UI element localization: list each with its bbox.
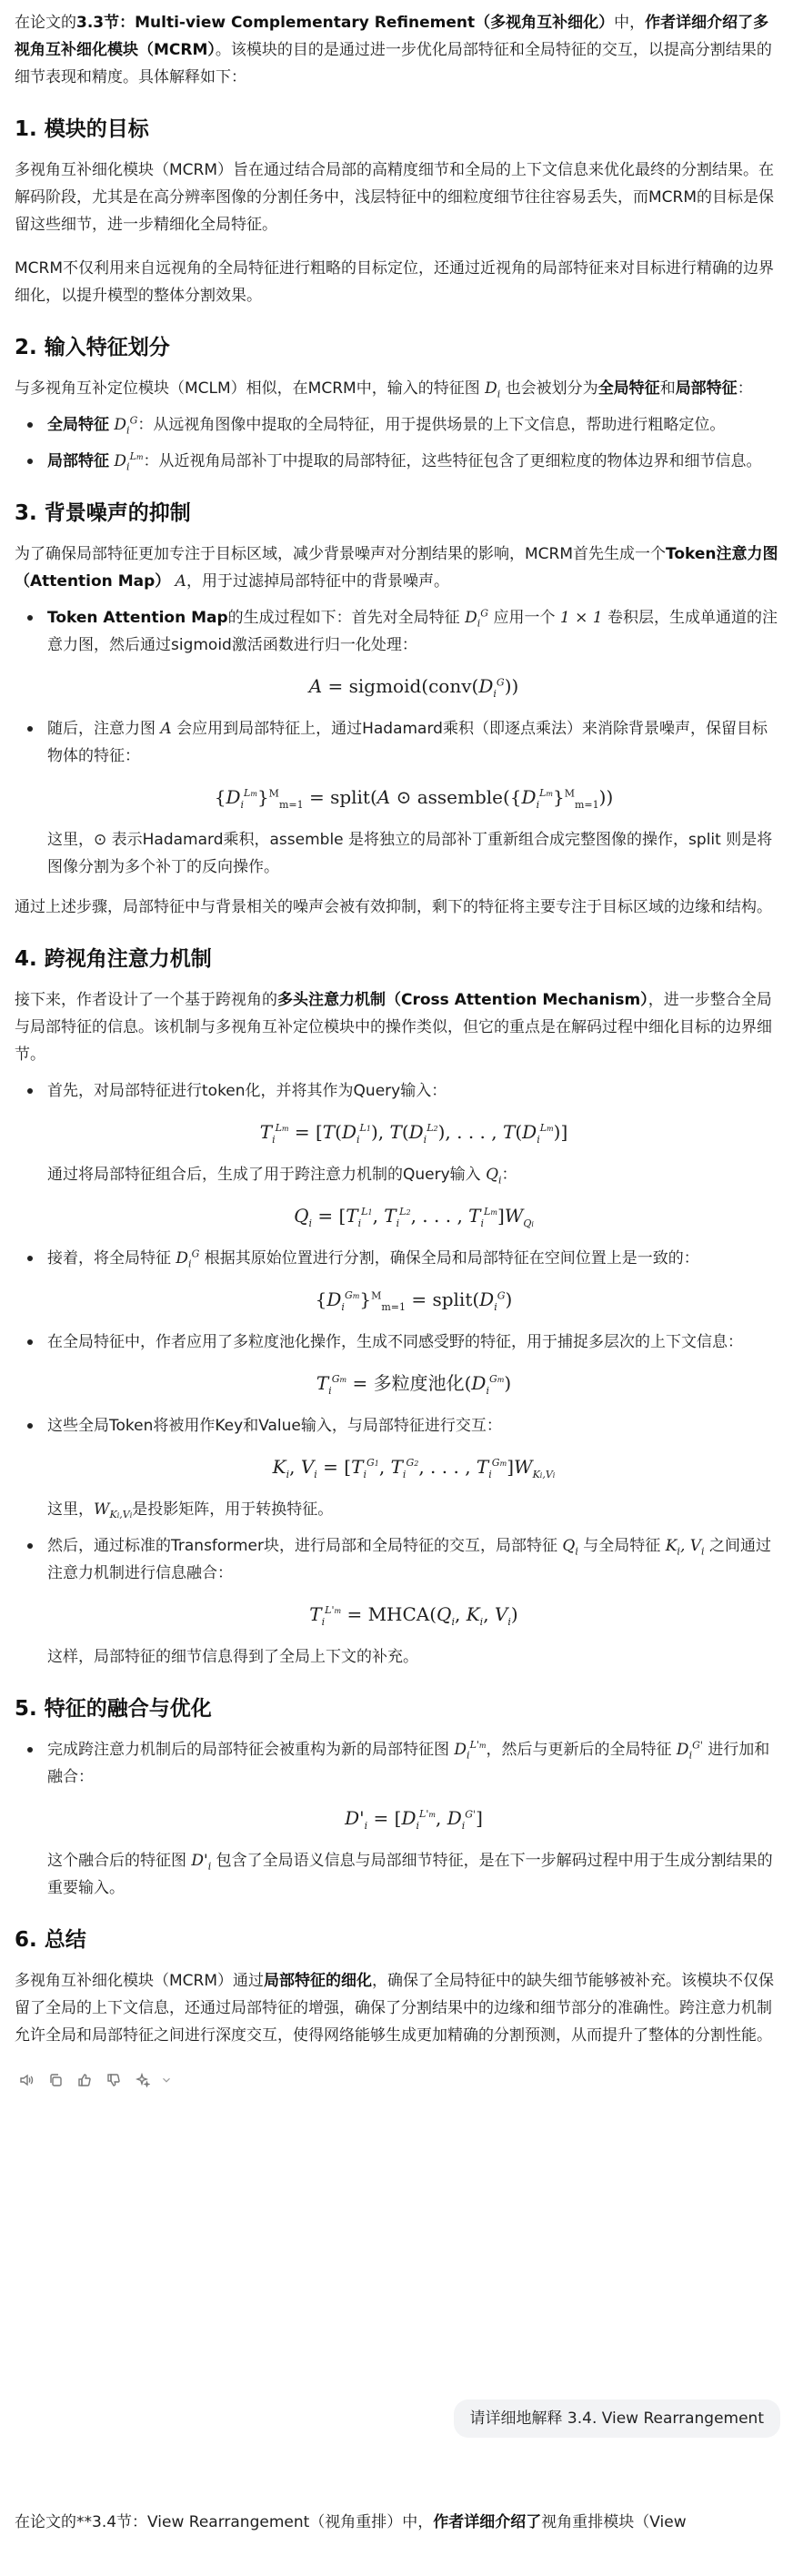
s5-list <box>15 1736 780 1902</box>
s3-note: 这里，⊙ 表示Hadamard乘积，assemble 是将独立的局部补丁重新组合成完整图像的操作，split 则是将图像分割为多个补丁的反向操作。 <box>47 831 773 876</box>
list-item: 全局特征 $D_i^G$：从远视角图像中提取的全局特征，用于提供场景的上下文信息，帮助进行粗略定位。 <box>15 411 780 439</box>
s4-paragraph: 接下来，作者设计了一个基于跨视角的多头注意力机制（Cross Attention Mechanism），进一步整合全局与局部特征的信息。该机制与多视角互补定位模块中的操作类似，但它的重点是在解码过程中细化目标的边界细节。 <box>15 991 772 1064</box>
list-item: 这些全局Token将被用作Key和Value输入，与局部特征进行交互： $K_i$, $V_i = [T_i^{G1}$, $T_i^{G2}$, . . . , $T_i^{Gm}]W_{Ki,Vi}$ 这里，$W_{Ki,Vi}$是投影矩阵，用于转换特征。 <box>15 1412 780 1523</box>
thumbs-down-icon[interactable] <box>102 2068 125 2092</box>
list-item: Token Attention Map的生成过程如下：首先对全局特征 $D_i^G$ 应用一个 1 × 1 卷积层，生成单通道的注意力图，然后通过sigmoid激活函数进行归一化处理： $A = sigmoid(conv(D_i^G))$ <box>15 604 780 701</box>
list-item: 完成跨注意力机制后的局部特征会被重构为新的局部特征图 $D_i^{L'm}$，然后与更新后的全局特征 $D_i^{G'}$ 进行加和融合： $D'_i = [D_i^{L'm}$, $D_i^{G'}$] 这个融合后的特征图 $D'_i$ 包含了全局语义信息与局部细节特征，是在下一步解码过程中用于生成分割结果的重要输入。 <box>15 1736 780 1902</box>
equation-pooling: $T_i^{Gm}$ = 多粒度池化$(D_i^{Gm})$ <box>316 1372 512 1397</box>
section-title-4: 4. 跨视角注意力机制 <box>15 947 212 971</box>
next-response-paragraph: 在论文的**3.4节：View Rearrangement（视角重排）中，作者详细介绍了视角重排模块（View <box>15 2513 687 2531</box>
s4-b4-note: 这里，$W_{Ki,Vi}$是投影矩阵，用于转换特征。 <box>47 1500 334 1521</box>
chevron-down-icon[interactable] <box>160 2068 173 2092</box>
equation-attention: $A = sigmoid(conv(D_i^G))$ <box>308 675 519 700</box>
s4-b1-note: 通过将局部特征组合后，生成了用于跨注意力机制的Query输入 $Q_i$： <box>47 1166 517 1187</box>
s6-paragraph: 多视角互补细化模块（MCRM）通过局部特征的细化，确保了全局特征中的缺失细节能够被补充。该模块不仅保留了全局的上下文信息，还通过局部特征的增强，确保了分割结果中的边缘和细节部分的准确性。跨注意力机制允许全局和局部特征之间进行深度交互，使得网络能够生成更加精确的分割预测，从而提升了整体的分割性能。 <box>15 1972 775 2045</box>
list-item: 首先，对局部特征进行token化，并将其作为Query输入： $T_i^{Lm} = [T(D_i^{L1})$, $T(D_i^{L2})$, . . . , $T(D_i^{Lm})$] 通过将局部特征组合后，生成了用于跨注意力机制的Query输入 $Q_i$： $Q_i = [T_i^{L1}$, $T_i^{L2}$, . . . , $T_i^{Lm}]W_{Qi}$ <box>15 1077 780 1230</box>
section-title-2: 2. 输入特征划分 <box>15 336 170 359</box>
section-title-6: 6. 总结 <box>15 1928 86 1952</box>
s3-paragraph: 为了确保局部特征更加专注于目标区域，减少背景噪声对分割结果的影响，MCRM首先生成一个Token注意力图（Attention Map） A，用于过滤掉局部特征中的背景噪声。 <box>15 545 778 591</box>
list-item: 接着，将全局特征 $D_i^G$ 根据其原始位置进行分割，确保全局和局部特征在空间位置上是一致的： $\{D_i^{Gm}\}^M_{m=1}$ = $split(D_i^G)$ <box>15 1245 780 1314</box>
s3-list <box>15 604 780 881</box>
s2-list <box>15 411 780 475</box>
list-item: 在全局特征中，作者应用了多粒度池化操作，生成不同感受野的特征，用于捕捉多层次的上下文信息： $T_i^{Gm}$ = 多粒度池化$(D_i^{Gm})$ <box>15 1328 780 1398</box>
s4-list <box>15 1077 780 1671</box>
section-title-1: 1. 模块的目标 <box>15 117 149 141</box>
s5-note: 这个融合后的特征图 $D'_i$ 包含了全局语义信息与局部细节特征，是在下一步解码过程中用于生成分割结果的重要输入。 <box>47 1852 773 1897</box>
list-item: 然后，通过标准的Transformer块，进行局部和全局特征的交互，局部特征 $Q_i$ 与全局特征 $K_i$, $V_i$ 之间通过注意力机制进行信息融合： $T_i^{L'm}$ = $MHCA(Q_i$, $K_i$, $V_i$) 这样，局部特征的细节信息得到了全局上下文的补充。 <box>15 1532 780 1671</box>
s1-paragraph-2: MCRM不仅利用来自远视角的全局特征进行粗略的目标定位，还通过近视角的局部特征来对目标进行精确的边界细化，以提升模型的整体分割效果。 <box>15 259 775 305</box>
s1-paragraph-1: 多视角互补细化模块（MCRM）旨在通过结合局部的高精度细节和全局的上下文信息来优化最终的分割结果。在解码阶段，尤其是在高分辨率图像的分割任务中，浅层特征中的细粒度细节往往容易丢失，而MCRM的目标是保留这些细节，进一步精细化全局特征。 <box>15 161 775 234</box>
list-item: 局部特征 $D_i^{Lm}$：从近视角局部补丁中提取的局部特征，这些特征包含了更细粒度的物体边界和细节信息。 <box>15 448 780 475</box>
s2-paragraph: 与多视角互补定位模块（MCLM）相似，在MCRM中，输入的特征图 $D_i$ 也会被划分为全局特征和局部特征： <box>15 379 753 400</box>
list-item: 随后，注意力图 A 会应用到局部特征上，通过Hadamard乘积（即逐点乘法）来消除背景噪声，保留目标物体的特征： $\{D_i^{Lm}\}^M_{m=1}$ = split(A ⊙ $assemble(\{D_i^{Lm}\}^M_{m=1})$) 这里，⊙ 表示Hadamard乘积，assemble 是将独立的局部补丁重新组合成完整图像的操作，split 则是将图像分割为多个补丁的反向操作。 <box>15 715 780 881</box>
equation-mhca: $T_i^{L'm}$ = $MHCA(Q_i$, $K_i$, $V_i$) <box>309 1603 518 1628</box>
equation-key-value: $K_i$, $V_i = [T_i^{G1}$, $T_i^{G2}$, . . . , $T_i^{Gm}]W_{Ki,Vi}$ <box>272 1456 556 1480</box>
section-title-5: 5. 特征的融合与优化 <box>15 1697 212 1721</box>
s4-b5-note: 这样，局部特征的细节信息得到了全局上下文的补充。 <box>47 1648 418 1666</box>
equation-fusion: $D'_i = [D_i^{L'm}$, $D_i^{G'}$] <box>345 1807 483 1832</box>
equation-global-split: $\{D_i^{Gm}\}^M_{m=1}$ = $split(D_i^G)$ <box>315 1288 513 1313</box>
speaker-icon[interactable] <box>15 2068 38 2092</box>
user-message-bubble: 请详细地解释 3.4. View Rearrangement <box>454 2399 781 2438</box>
intro-paragraph: 在论文的3.3节：Multi-view Complementary Refinement（多视角互补细化）中，作者详细介绍了多视角互补细化模块（MCRM）。该模块的目的是通过进一步优化局部特征和全局特征的交互，以提高分割结果的细节表现和精度。具体解释如下： <box>15 14 772 86</box>
s3-paragraph-2: 通过上述步骤，局部特征中与背景相关的噪声会被有效抑制，剩下的特征将主要专注于目标区域的边缘和结构。 <box>15 898 772 916</box>
equation-query: $Q_i = [T_i^{L1}$, $T_i^{L2}$, . . . , $T_i^{Lm}]W_{Qi}$ <box>294 1205 534 1229</box>
thumbs-up-icon[interactable] <box>73 2068 96 2092</box>
copy-icon[interactable] <box>44 2068 67 2092</box>
equation-query-tokens: $T_i^{Lm} = [T(D_i^{L1})$, $T(D_i^{L2})$, . . . , $T(D_i^{Lm})$] <box>259 1121 568 1146</box>
message-actions <box>15 2066 780 2095</box>
equation-split: $\{D_i^{Lm}\}^M_{m=1}$ = split(A ⊙ $assemble(\{D_i^{Lm}\}^M_{m=1})$) <box>214 786 614 811</box>
section-title-3: 3. 背景噪声的抑制 <box>15 501 191 525</box>
sparkle-icon[interactable] <box>131 2068 155 2092</box>
